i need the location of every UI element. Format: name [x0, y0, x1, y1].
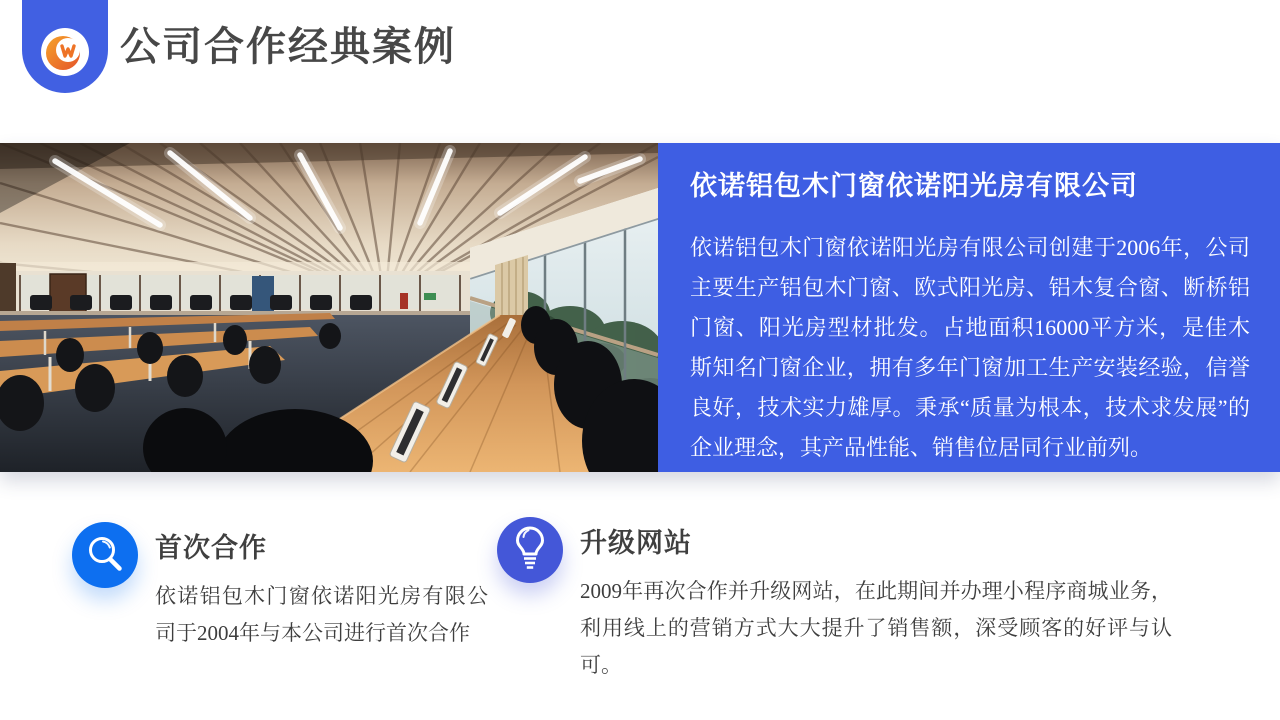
milestone-title: 首次合作 — [155, 533, 267, 563]
company-description: 依诺铝包木门窗依诺阳光房有限公司创建于2006年，公司主要生产铝包木门窗、欧式阳光房、铝木复合窗、断桥铝门窗、阳光房型材批发。占地面积16000平方米，是佳木斯知名门窗企业，拥有多年门窗加工生产安装经验，信誉良好，技术实力雄厚。秉承“质量为根本，技术求发展”的企业理念，其产品性能、销售位居同行业前列。 — [690, 235, 1250, 460]
hero-strip — [0, 143, 1280, 472]
office-interior-photo — [0, 143, 658, 472]
company-name-heading: 依诺铝包木门窗依诺阳光房有限公司 — [690, 171, 1138, 201]
header-logo-badge — [22, 0, 108, 93]
company-logo-icon — [41, 28, 89, 76]
milestone-body: 2009年再次合作并升级网站，在此期间并办理小程序商城业务，利用线上的营销方式大大提升了销售额，深受顾客的好评与认可。 — [580, 579, 1172, 677]
magnifier-icon — [72, 522, 138, 588]
milestone-text-block — [580, 524, 1172, 684]
lightbulb-icon — [497, 517, 563, 583]
milestone-body: 依诺铝包木门窗依诺阳光房有限公司于2004年与本公司进行首次合作 — [155, 584, 488, 645]
milestone-title: 升级网站 — [580, 528, 692, 558]
page-title: 公司合作经典案例 — [120, 24, 456, 69]
company-info-panel — [658, 143, 1280, 472]
milestone-text-block — [155, 529, 488, 652]
